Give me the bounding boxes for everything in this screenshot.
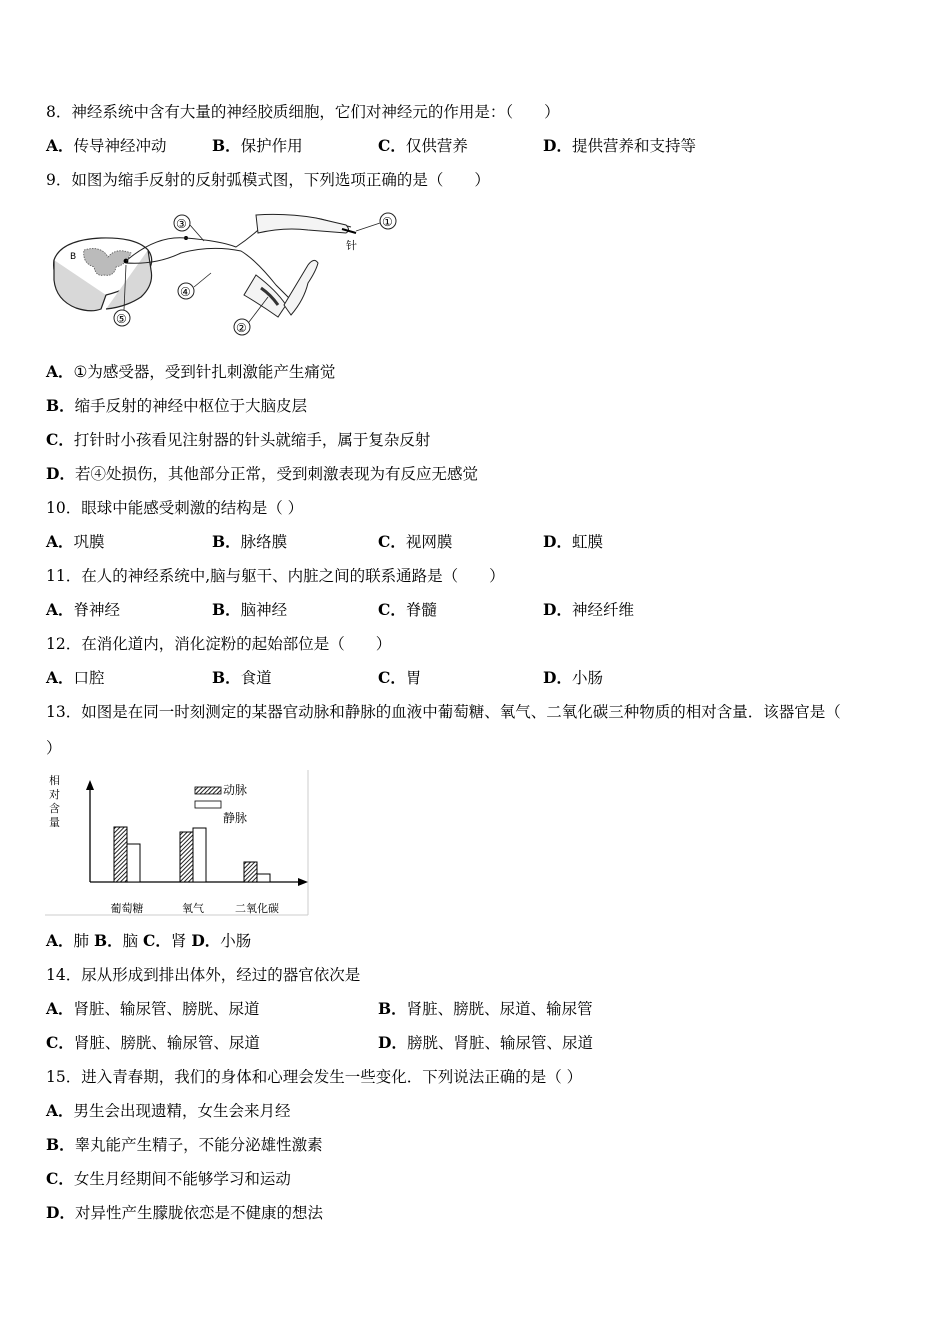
q8-option-b[interactable] [212, 136, 303, 156]
option-label: D． [543, 668, 572, 687]
forearm [244, 275, 286, 317]
option-text: 视网膜 [405, 533, 453, 551]
q14-option-b[interactable] [378, 999, 593, 1019]
option-label: A． [46, 931, 74, 950]
bar-artery-1 [180, 832, 193, 882]
option-text: 肾脏、膀胱、输尿管、尿道 [73, 1034, 260, 1052]
option-label: B． [212, 136, 241, 155]
option-label: C． [378, 668, 406, 687]
q12-option-b[interactable] [212, 668, 272, 688]
option-text: 脊神经 [73, 601, 121, 619]
option-text: 若④处损伤，其他部分正常，受到刺激表现为有反应无感觉 [74, 465, 478, 483]
option-label: A． [46, 1101, 74, 1120]
option-label: B． [212, 600, 241, 619]
option-label: A． [46, 600, 74, 619]
option-text: 打针时小孩看见注射器的针头就缩手，属于复杂反射 [73, 431, 431, 449]
leader-line [194, 273, 211, 287]
option-text: 提供营养和支持等 [571, 137, 696, 155]
option-label: D． [46, 1203, 75, 1222]
bar-artery-0 [114, 827, 127, 882]
option-label: B． [46, 1135, 75, 1154]
option-label: B． [46, 396, 75, 415]
option-label: B． [212, 532, 241, 551]
marker-5: ⑤ [116, 312, 127, 326]
bar-vein-2 [257, 874, 270, 882]
option-text: 口腔 [73, 669, 105, 687]
needle-label: 针 [346, 239, 357, 252]
option-text: 女生月经期间不能够学习和运动 [73, 1170, 291, 1188]
q13-options [46, 931, 251, 951]
option-label: D． [543, 532, 572, 551]
q8-option-c[interactable] [378, 136, 468, 156]
option-text: 肾脏、输尿管、膀胱、尿道 [73, 1000, 260, 1018]
option-text: 脊髓 [405, 601, 437, 619]
x-tick-label: 二氧化碳 [235, 902, 279, 915]
q9-option-d[interactable] [46, 464, 478, 484]
option-label: B． [93, 931, 123, 950]
option-label: B． [212, 668, 241, 687]
option-text: 保护作用 [240, 137, 303, 155]
question-9-stem: 9．如图为缩手反射的反射弧模式图，下列选项正确的是（ ） [46, 171, 490, 189]
option-label: A． [46, 668, 74, 687]
option-label: C． [46, 1169, 74, 1188]
upper-arm [256, 214, 349, 233]
question-13-stem-cont: ） [46, 739, 62, 757]
legend-vein-label: 静脉 [223, 811, 248, 825]
option-label: C． [46, 1033, 74, 1052]
y-axis-arrow [86, 780, 94, 790]
option-label: C． [143, 931, 171, 950]
region-b-label: B [70, 252, 77, 262]
question-10-stem: 10．眼球中能感受刺激的结构是（ ） [46, 499, 304, 517]
option-label: C． [378, 136, 406, 155]
option-text: ①为感受器，受到针扎刺激能产生痛觉 [73, 363, 336, 381]
option-label: D． [378, 1033, 407, 1052]
option-text: 肾脏、膀胱、尿道、输尿管 [406, 1000, 593, 1018]
q15-option-c[interactable] [46, 1169, 291, 1189]
q10-option-a[interactable] [46, 532, 105, 552]
q9-option-c[interactable] [46, 430, 430, 450]
leader-line [356, 223, 380, 231]
option-label: A． [46, 999, 74, 1018]
option-text: 仅供营养 [405, 137, 468, 155]
legend-artery-label: 动脉 [223, 783, 248, 797]
y-axis-label-char: 相 [49, 774, 60, 787]
option-text: 脑 [122, 932, 139, 950]
bar-artery-2 [244, 862, 257, 882]
marker-4: ④ [180, 285, 191, 299]
option-text: 脉络膜 [240, 533, 288, 551]
q11-option-d[interactable] [543, 600, 634, 620]
q14-option-d[interactable] [378, 1033, 593, 1053]
q10-option-b[interactable] [212, 532, 287, 552]
option-text: 对异性产生朦胧依恋是不健康的想法 [74, 1204, 323, 1222]
q12-option-c[interactable] [378, 668, 421, 688]
legend-artery-swatch [195, 787, 221, 794]
option-text: 巩膜 [73, 533, 105, 551]
q11-option-c[interactable] [378, 600, 437, 620]
option-label: C． [378, 600, 406, 619]
q8-option-d[interactable] [543, 136, 696, 156]
option-text: 肺 [73, 932, 90, 950]
bar-vein-0 [127, 844, 140, 882]
option-label: A． [46, 136, 74, 155]
option-text: 睾丸能产生精子，不能分泌雄性激素 [74, 1136, 323, 1154]
q12-option-a[interactable] [46, 668, 105, 688]
q13-option-c[interactable] [143, 932, 186, 950]
question-14-stem: 14．尿从形成到排出体外，经过的器官依次是 [46, 966, 361, 984]
reflex-arc-figure [46, 205, 406, 345]
y-axis-label-char: 量 [49, 816, 60, 829]
x-tick-label: 氧气 [182, 902, 204, 915]
marker-3: ③ [176, 217, 187, 231]
question-12-stem: 12．在消化道内，消化淀粉的起始部位是（ ） [46, 635, 392, 653]
question-11-stem: 11．在人的神经系统中,脑与躯干、内脏之间的联系通路是（ ） [46, 567, 505, 585]
q8-option-a[interactable] [46, 136, 167, 156]
question-13-stem: 13．如图是在同一时刻测定的某器官动脉和静脉的血液中葡萄糖、氧气、二氧化碳三种物质的相对含量．该器官是（ [46, 703, 841, 721]
q13-option-a[interactable] [46, 932, 89, 950]
q15-option-d[interactable] [46, 1203, 323, 1223]
hand [284, 260, 318, 315]
q15-option-b[interactable] [46, 1135, 323, 1155]
q10-option-d[interactable] [543, 532, 603, 552]
option-text: 胃 [405, 669, 422, 687]
marker-1: ① [382, 215, 393, 229]
q9-option-b[interactable] [46, 396, 307, 416]
bar-vein-1 [193, 828, 206, 882]
option-text: 虹膜 [571, 533, 603, 551]
option-text: 膀胱、肾脏、输尿管、尿道 [406, 1034, 593, 1052]
option-label: B． [378, 999, 407, 1018]
option-label: D． [191, 931, 221, 950]
option-text: 肾 [170, 932, 187, 950]
q11-option-a[interactable] [46, 600, 120, 620]
option-text: 脑神经 [240, 601, 288, 619]
option-text: 传导神经冲动 [73, 137, 167, 155]
q14-option-c[interactable] [46, 1033, 260, 1053]
option-label: A． [46, 532, 74, 551]
bar-chart [45, 770, 309, 916]
option-text: 食道 [240, 669, 272, 687]
x-axis-arrow [298, 878, 308, 886]
x-tick-label: 葡萄糖 [110, 902, 144, 915]
y-axis-label-char: 对 [49, 788, 60, 801]
marker-2: ② [236, 321, 247, 335]
option-text: 小肠 [220, 932, 252, 950]
q11-option-b[interactable] [212, 600, 287, 620]
y-axis-label-char: 含 [49, 802, 60, 815]
q13-option-d[interactable] [191, 932, 251, 950]
question-15-stem: 15．进入青春期，我们的身体和心理会发生一些变化．下列说法正确的是（ ） [46, 1068, 583, 1086]
q14-option-a[interactable] [46, 999, 260, 1019]
option-label: A． [46, 362, 74, 381]
option-label: D． [46, 464, 75, 483]
q13-option-b[interactable] [94, 932, 138, 950]
q10-option-c[interactable] [378, 532, 452, 552]
q9-option-a[interactable] [46, 362, 335, 382]
option-text: 小肠 [571, 669, 603, 687]
option-label: C． [46, 430, 74, 449]
option-text: 神经纤维 [571, 601, 634, 619]
q12-option-d[interactable] [543, 668, 603, 688]
option-label: C． [378, 532, 406, 551]
option-label: D． [543, 136, 572, 155]
question-8-stem: 8．神经系统中含有大量的神经胶质细胞，它们对神经元的作用是：（ ） [46, 103, 560, 121]
option-label: D． [543, 600, 572, 619]
option-text: 缩手反射的神经中枢位于大脑皮层 [74, 397, 308, 415]
option-text: 男生会出现遗精，女生会来月经 [73, 1102, 291, 1120]
q15-option-a[interactable] [46, 1101, 291, 1121]
legend-vein-swatch [195, 801, 221, 808]
